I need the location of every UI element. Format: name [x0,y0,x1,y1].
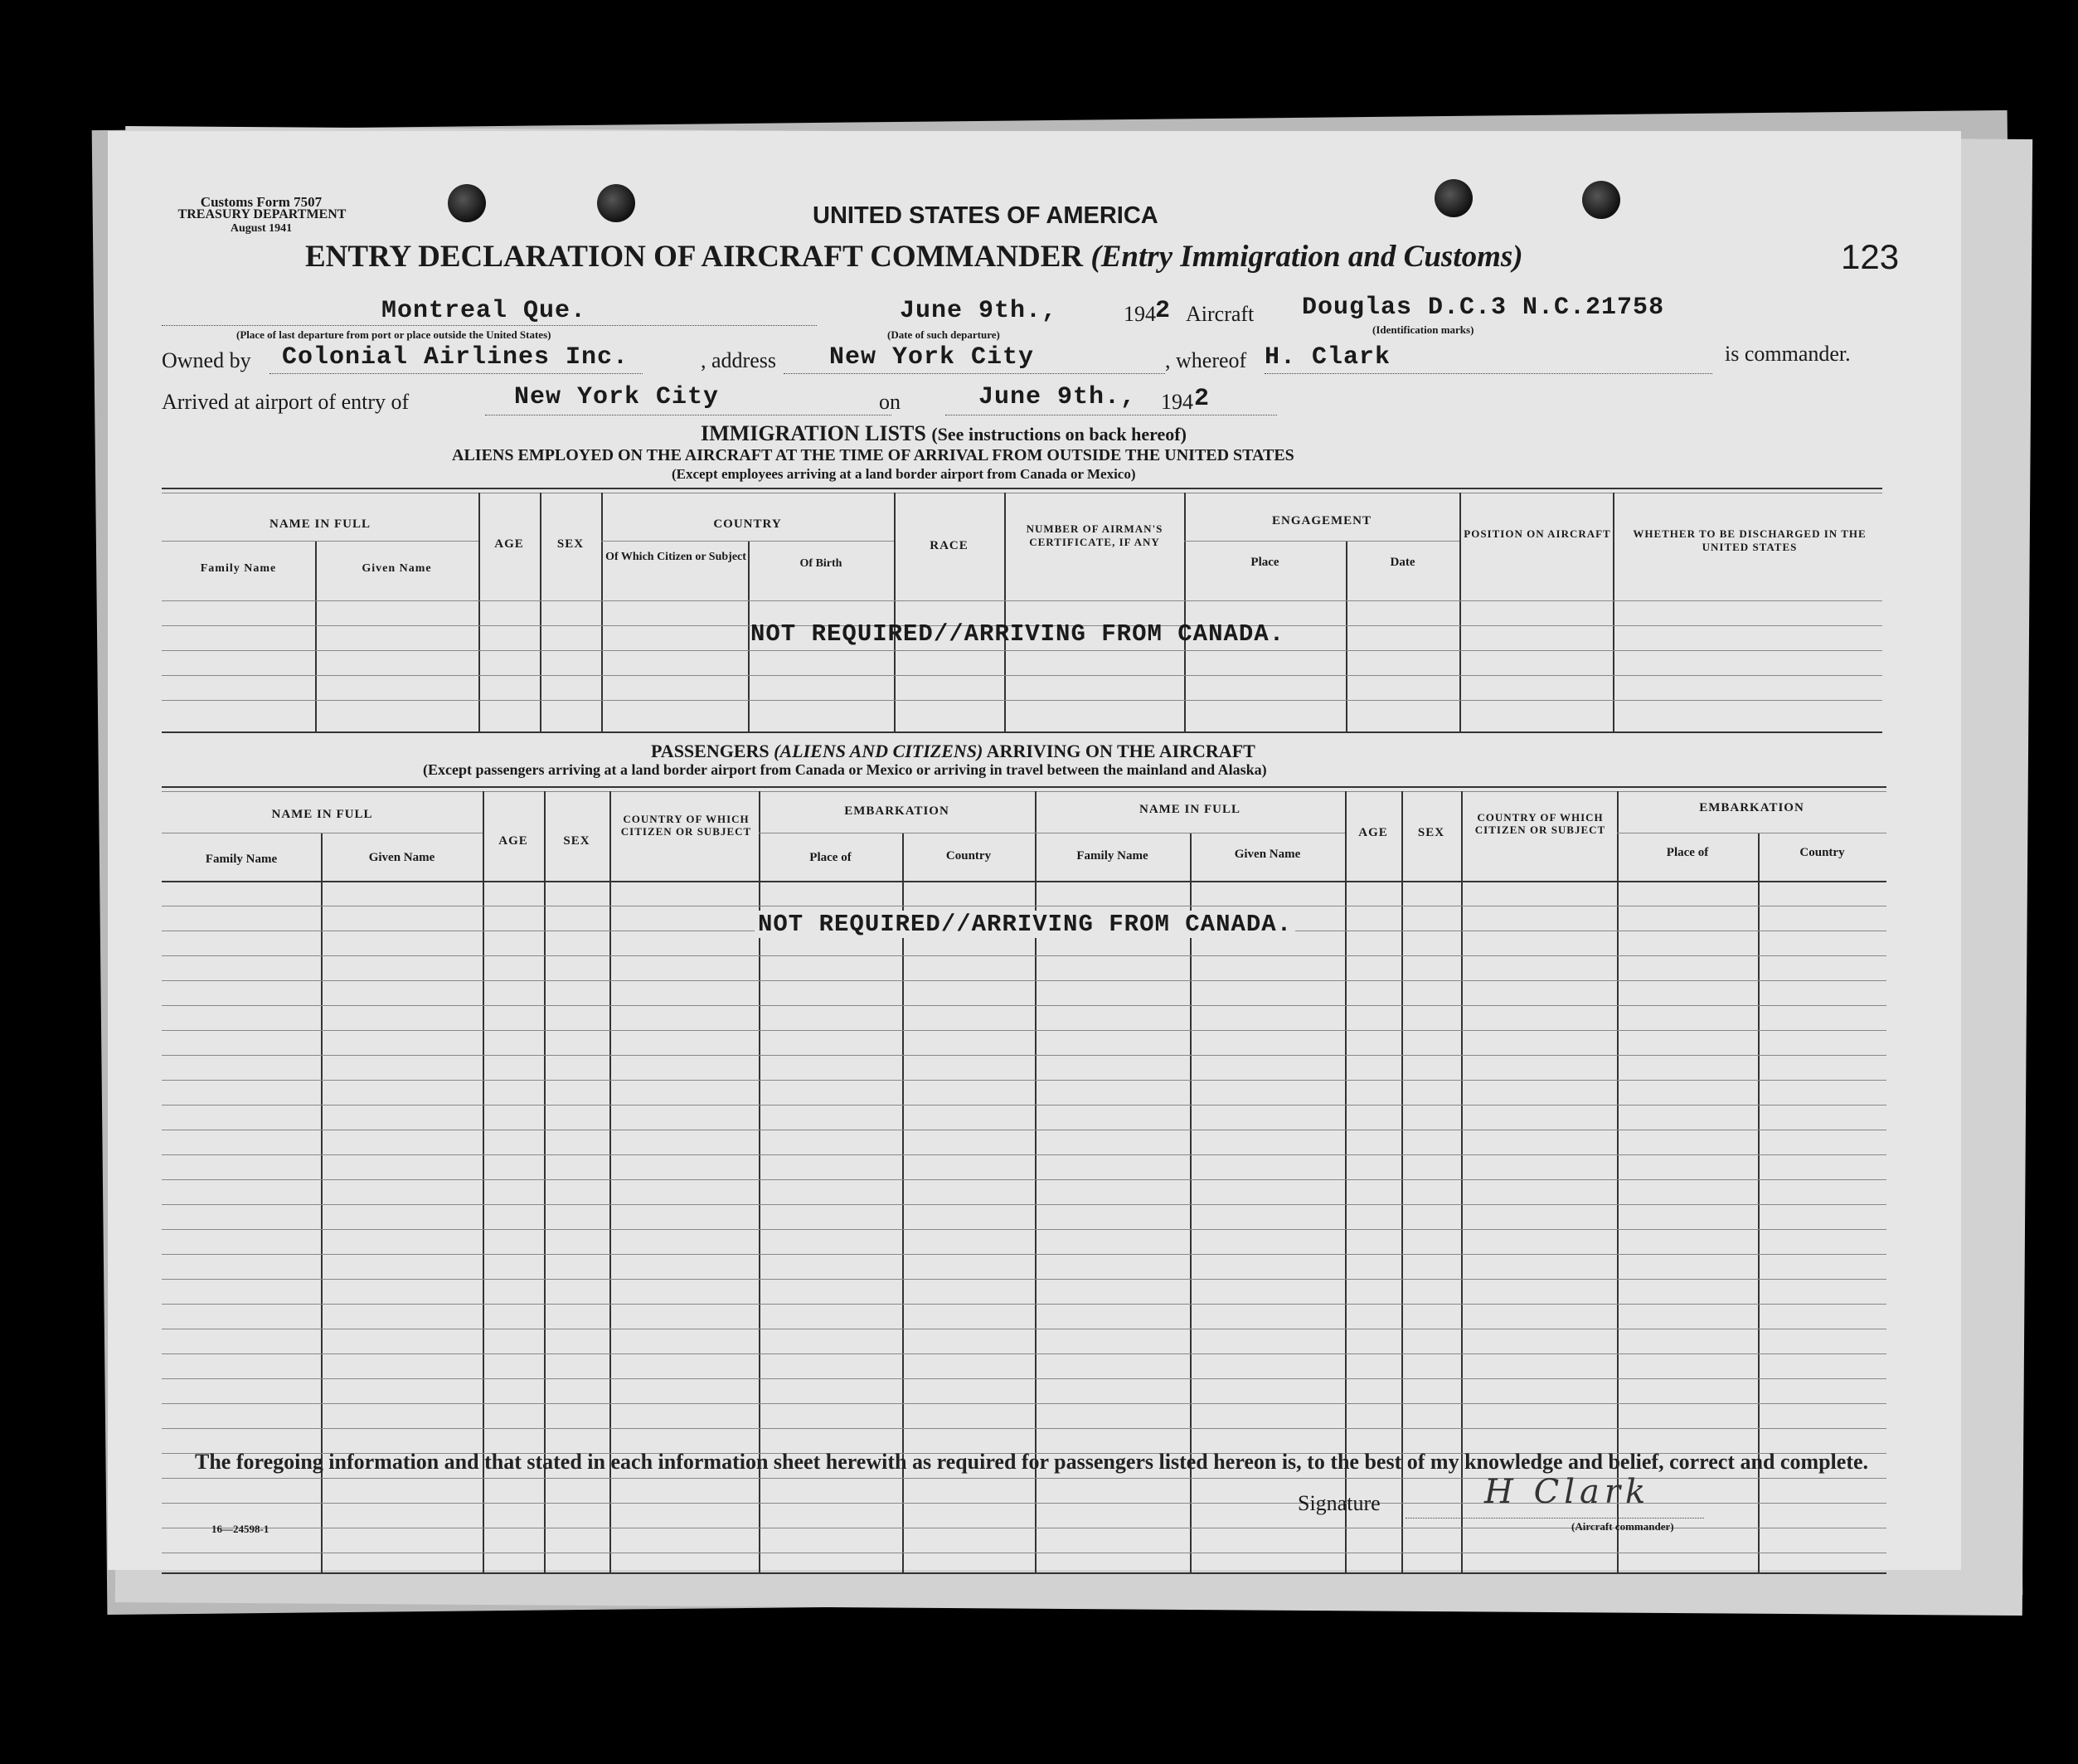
form-title-main: ENTRY DECLARATION OF AIRCRAFT COMMANDER [305,240,1084,274]
pax-col-place-right: Place of [1666,846,1709,859]
departure-year-prefix: 194 [1124,302,1156,326]
pax-col-family-right: Family Name [1076,849,1148,863]
form-number: Customs Form 7507 [200,194,323,210]
departure-date-caption: (Date of such departure) [887,328,1000,341]
page-number: 123 [1841,237,1900,276]
aliens-col-date: Date [1390,556,1415,569]
aliens-col-family: Family Name [200,562,277,575]
arrival-label: Arrived at airport of entry of [162,390,410,414]
punch-hole [448,184,486,222]
aircraft-caption: (Identification marks) [1372,323,1474,336]
aliens-col-citizen: Of Which Citizen or Subject [605,551,746,563]
aliens-col-sex: SEX [556,537,585,551]
owned-by-label: Owned by [162,348,251,372]
arrival-year-digit: 2 [1194,385,1211,413]
passenger-row-line [162,1403,1886,1404]
country-heading: UNITED STATES OF AMERICA [813,202,1158,229]
passenger-row-line [162,1229,1886,1230]
immigration-heading: IMMIGRATION LISTS (See instructions on back hereof) [701,421,1187,445]
passengers-subheading: (Except passengers arriving at a land border airport from Canada or Mexico or arriving in travel between the mainland and Alaska) [423,761,1267,778]
pax-col-age-left: AGE [498,834,528,848]
form-department: TREASURY DEPARTMENT [177,207,347,221]
pax-col-name-in-full-left: NAME IN FULL [271,808,373,821]
arrival-year-prefix: 194 [1161,390,1193,414]
aliens-not-required-stamp: NOT REQUIRED//ARRIVING FROM CANADA. [750,620,1285,648]
passenger-row-line [162,1353,1886,1354]
print-code: 16—24598-1 [211,1523,269,1535]
departure-place: Montreal Que. [381,297,587,325]
aliens-col-name-in-full: NAME IN FULL [269,518,371,531]
aliens-subheading: (Except employees arriving at a land border airport from Canada or Mexico) [672,466,1136,482]
punch-hole [597,184,635,222]
punch-hole [1435,179,1473,217]
pax-col-sex-left: SEX [563,834,590,848]
pax-col-embarkation-left: EMBARKATION [844,804,949,818]
passenger-row-line [162,1005,1886,1006]
aliens-col-discharged: WHETHER TO BE DISCHARGED IN THE UNITED STATES [1633,527,1867,553]
form-date: August 1941 [230,222,293,235]
passengers-not-required-stamp: NOT REQUIRED//ARRIVING FROM CANADA. [755,911,1295,938]
whereof-label: , whereof [1165,348,1247,372]
passenger-row-line [162,1304,1886,1305]
passenger-row-line [162,1378,1886,1379]
pax-col-family-left: Family Name [205,853,278,866]
aliens-col-race: RACE [930,539,969,552]
pax-col-embarkation-right: EMBARKATION [1699,801,1804,814]
address-label: , address [701,348,776,372]
aliens-col-engagement: ENGAGEMENT [1271,514,1372,527]
passenger-row-line [162,1428,1886,1429]
aliens-col-place: Place [1250,556,1279,569]
passenger-row-line [162,1105,1886,1106]
passenger-row-line [162,955,1886,956]
passenger-row-line [162,1030,1886,1031]
passenger-row-line [162,1154,1886,1155]
aliens-col-given: Given Name [362,562,432,575]
signature-label: Signature [1298,1491,1381,1515]
departure-date: June 9th., [900,297,1058,325]
passenger-row-line [162,1279,1886,1280]
pax-col-sex-right: SEX [1417,826,1445,839]
commander-signature: H Clark [1484,1473,1651,1511]
aliens-col-position: POSITION ON AIRCRAFT [1464,527,1611,540]
pax-col-country-left: Country [945,849,992,863]
owner-name: Colonial Airlines Inc. [282,343,629,372]
form-page [108,131,1961,1570]
commander-suffix: is commander. [1725,342,1851,366]
aliens-heading: ALIENS EMPLOYED ON THE AIRCRAFT AT THE TIME OF ARRIVAL FROM OUTSIDE THE UNITED STATES [452,446,1294,464]
arrival-date: June 9th., [978,383,1137,411]
pax-col-citizen-right: COUNTRY OF WHICH CITIZEN OR SUBJECT [1474,811,1606,836]
passenger-row-line [162,1204,1886,1205]
pax-col-age-right: AGE [1358,826,1388,839]
departure-year-digit: 2 [1155,297,1172,325]
commander-name: H. Clark [1265,343,1391,372]
passenger-row-line [162,1080,1886,1081]
owner-address: New York City [829,343,1035,372]
passenger-row-line [162,980,1886,981]
arrival-on-label: on [879,390,901,414]
aliens-col-birth: Of Birth [799,557,842,570]
departure-place-caption: (Place of last departure from port or place outside the United States) [236,328,551,341]
punch-hole [1582,181,1620,219]
pax-col-name-in-full-right: NAME IN FULL [1139,803,1240,816]
certification-statement: The foregoing information and that stated in each information sheet herewith as required for passengers listed hereon is, to the best of my knowledge and belief, correct and complete. [195,1450,1869,1474]
pax-col-country-right: Country [1799,846,1845,859]
pax-col-given-right: Given Name [1234,848,1301,861]
form-title [305,239,1523,275]
passengers-heading: PASSENGERS (ALIENS AND CITIZENS) ARRIVING ON THE AIRCRAFT [651,741,1255,761]
passenger-row-line [162,1254,1886,1255]
pax-col-citizen-left: COUNTRY OF WHICH CITIZEN OR SUBJECT [620,813,752,838]
arrival-place: New York City [514,383,720,411]
aliens-col-certificate: NUMBER OF AIRMAN'S CERTIFICATE, IF ANY [1026,522,1163,548]
pax-col-given-left: Given Name [368,851,435,864]
signature-caption: (Aircraft commander) [1571,1520,1674,1533]
passenger-row-line [162,1055,1886,1056]
passenger-row-line [162,1179,1886,1180]
form-title-italic: (Entry Immigration and Customs) [1090,240,1523,274]
aliens-col-age: AGE [494,537,524,551]
pax-col-place-left: Place of [809,851,852,864]
aliens-col-country: COUNTRY [713,518,782,531]
aircraft-identification: Douglas D.C.3 N.C.21758 [1302,294,1665,322]
aircraft-label: Aircraft [1186,302,1255,326]
